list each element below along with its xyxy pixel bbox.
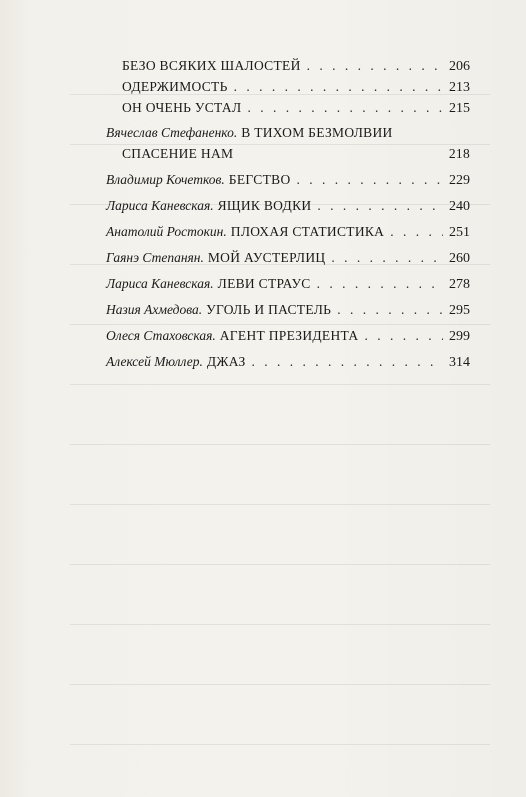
toc-page-number: 229 (449, 173, 470, 188)
toc-title: АГЕНТ ПРЕЗИДЕНТА (219, 328, 359, 343)
toc-title: ОН ОЧЕНЬ УСТАЛ (122, 100, 242, 115)
leader-dots (390, 224, 443, 240)
toc-author: Лариса Каневская. (106, 198, 214, 213)
leader-dots (247, 100, 443, 116)
toc-page-number: 206 (449, 59, 470, 74)
toc-page-number: 218 (448, 146, 470, 161)
leader-dots (364, 328, 443, 344)
toc-page-number: 251 (449, 225, 470, 240)
leader-dots (234, 79, 443, 95)
toc-page-number: 295 (449, 303, 470, 318)
toc-title: БЕГСТВО (228, 172, 291, 187)
toc-title-line-2: СПАСЕНИЕ НАМ (122, 146, 234, 161)
toc-title: ОДЕРЖИМОСТЬ (122, 79, 228, 94)
toc-author: Вячеслав Стефаненко. (106, 125, 238, 140)
toc-page-number: 299 (449, 329, 470, 344)
toc-entry (106, 276, 470, 293)
toc-author: Анатолий Ростокин. (106, 224, 227, 239)
toc-page-number: 240 (449, 199, 470, 214)
toc-entry (106, 328, 470, 345)
toc-title: ЛЕВИ СТРАУС (217, 276, 311, 291)
toc-page-number: 213 (449, 80, 470, 95)
leader-dots (307, 58, 443, 74)
toc-entry (122, 58, 470, 75)
toc-entry (122, 79, 470, 96)
toc-title: ДЖАЗ (206, 354, 246, 369)
leader-dots (252, 354, 443, 370)
toc-title: ЯЩИК ВОДКИ (217, 198, 312, 213)
toc-entry (106, 172, 470, 189)
toc-entry (106, 250, 470, 267)
toc-title: В ТИХОМ БЕЗМОЛВИИ (241, 125, 393, 140)
toc-author: Алексей Мюллер. (106, 354, 203, 369)
toc-entry (106, 125, 470, 141)
toc-page-number: 260 (449, 251, 470, 266)
toc-entry-continuation (122, 146, 470, 162)
toc-author: Назия Ахмедова. (106, 302, 203, 317)
toc-entry (106, 224, 470, 241)
leader-dots (317, 198, 443, 214)
toc-title: УГОЛЬ И ПАСТЕЛЬ (206, 302, 332, 317)
leader-dots (297, 172, 444, 188)
toc-title: ПЛОХАЯ СТАТИСТИКА (230, 224, 385, 239)
toc-title: БЕЗО ВСЯКИХ ШАЛОСТЕЙ (122, 58, 301, 73)
toc-page-number: 215 (449, 101, 470, 116)
toc-entry (122, 100, 470, 117)
leader-dots (337, 302, 443, 318)
toc-entry (106, 198, 470, 215)
toc-author: Лариса Каневская. (106, 276, 214, 291)
toc-title: МОЙ АУСТЕРЛИЦ (207, 250, 326, 265)
toc-author: Владимир Кочетков. (106, 172, 225, 187)
toc-page-number: 278 (449, 277, 470, 292)
toc-author: Гаянэ Степанян. (106, 250, 204, 265)
toc-entry (106, 354, 470, 371)
leader-dots (317, 276, 443, 292)
toc-page-number: 314 (449, 355, 470, 370)
toc-author: Олеся Стаховская. (106, 328, 216, 343)
leader-dots (331, 250, 443, 266)
toc-entry (106, 302, 470, 319)
